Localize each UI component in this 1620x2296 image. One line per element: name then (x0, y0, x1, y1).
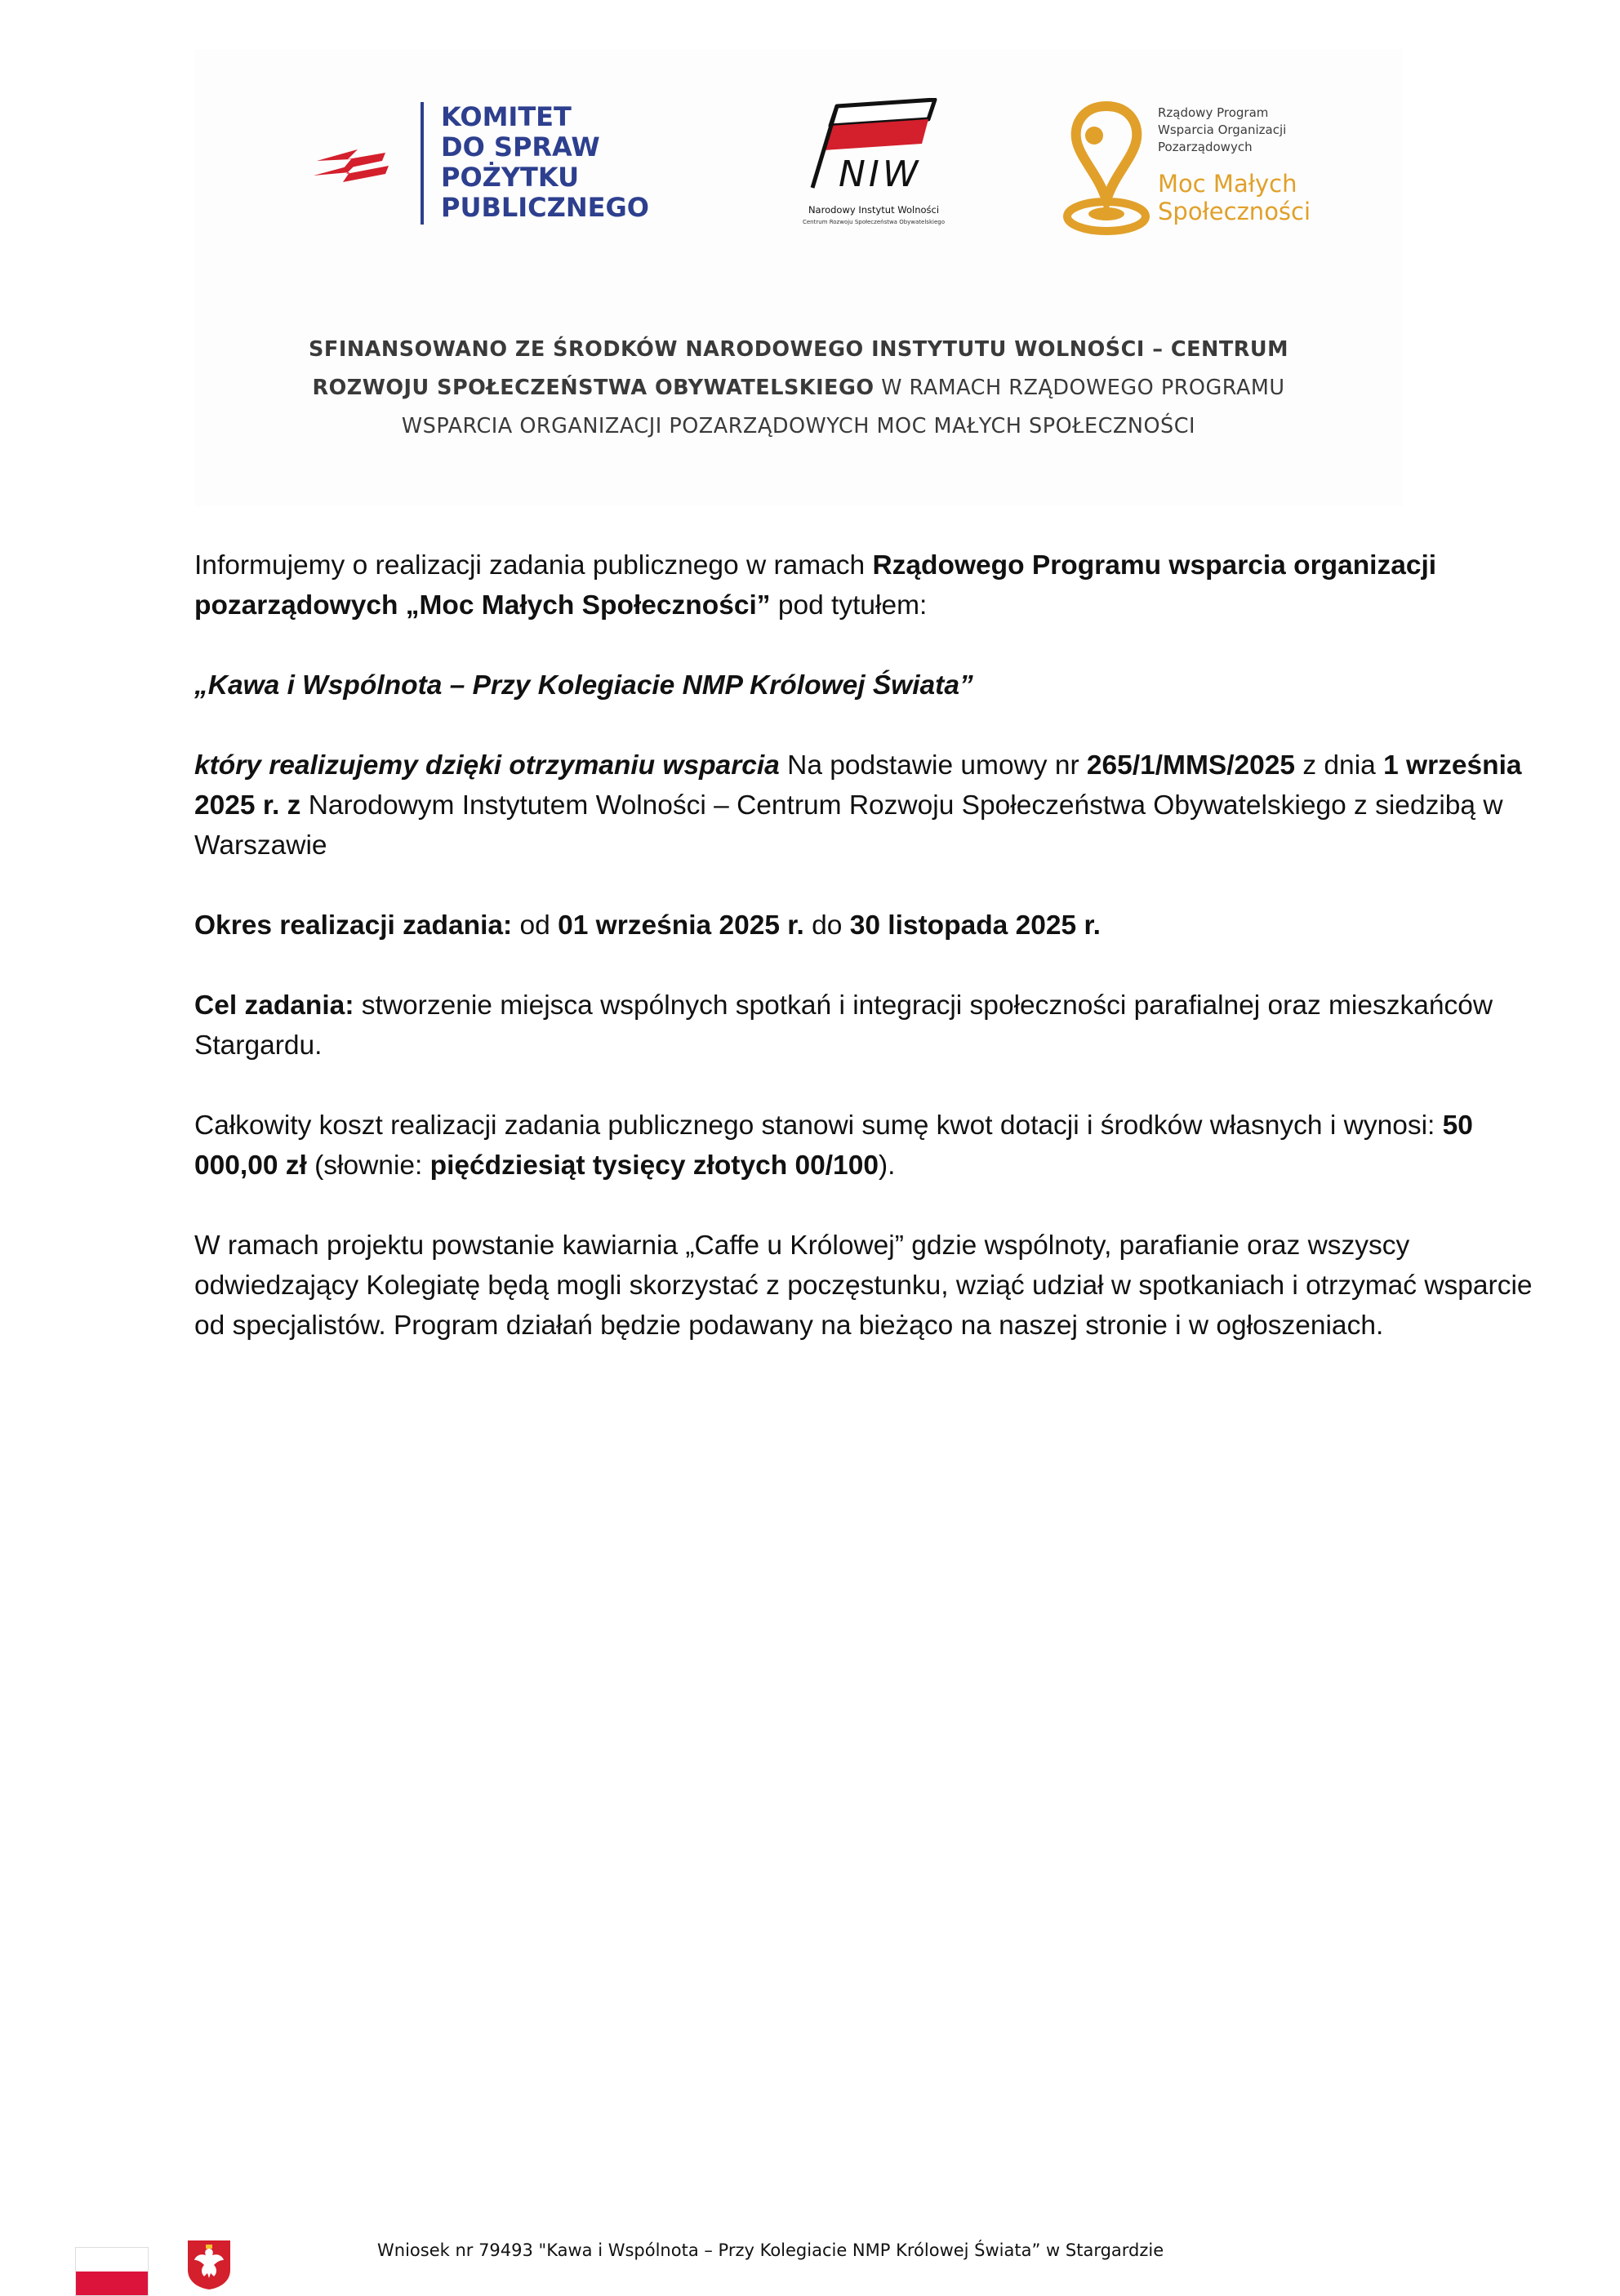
kpp-line: PUBLICZNEGO (441, 192, 649, 223)
document-body (194, 545, 1542, 1386)
kpp-line: DO SPRAW (441, 131, 600, 162)
goal-paragraph: Cel zadania: stworzenie miejsca wspólnych spotkań i integracji społeczności parafialnej oraz mieszkańców Stargardu. (194, 990, 1493, 1061)
coat-of-arms-icon (186, 2239, 232, 2291)
kpp-line: KOMITET (441, 101, 572, 132)
agreement-paragraph: który realizujemy dzięki otrzymaniu wsparcia Na podstawie umowy nr 265/1/MMS/2025 z dnia 1 września 2025 r. z Narodowym Instytutem Wolności – Centrum Rozwoju Społeczeństwa Obywatelskiego z siedzibą w Warszawie (194, 750, 1522, 861)
niw-logo (780, 98, 968, 237)
kpp-flag-icon (310, 143, 392, 184)
funding-line-3: WSPARCIA ORGANIZACJI POZARZĄDOWYCH MOC MAŁYCH SPOŁECZNOŚCI (401, 414, 1196, 438)
niw-subcaption: Centrum Rozwoju Społeczeństwa Obywatelskiego (802, 219, 945, 225)
mms-logo (1061, 98, 1331, 237)
niw-mark-icon (780, 98, 968, 200)
funding-line-1: SFINANSOWANO ZE ŚRODKÓW NARODOWEGO INSTYTUTU WOLNOŚCI – CENTRUM (309, 337, 1288, 362)
niw-caption: Narodowy Instytut Wolności (808, 204, 940, 216)
mms-big-line: Moc Małych (1158, 170, 1297, 198)
funding-line-2: ROZWOJU SPOŁECZEŃSTWA OBYWATELSKIEGO W RAMACH RZĄDOWEGO PROGRAMU (312, 376, 1285, 400)
niw-letters: NIW (839, 154, 922, 195)
project-title: „Kawa i Wspólnota – Przy Kolegiacie NMP Królowej Świata” (194, 670, 973, 701)
period-paragraph: Okres realizacji zadania: od 01 września 2025 r. do 30 listopada 2025 r. (194, 910, 1101, 941)
mms-small-line: Rządowy Program (1158, 105, 1269, 120)
footer-application-number: Wniosek nr 79493 "Kawa i Wspólnota – Przy Kolegiacie NMP Królowej Świata” w Stargardzie (377, 2240, 1164, 2260)
poland-flag-icon (75, 2247, 149, 2296)
kpp-line: POŻYTKU (441, 162, 580, 193)
mms-small-line: Pozarządowych (1158, 140, 1253, 154)
cost-paragraph: Całkowity koszt realizacji zadania publicznego stanowi sumę kwot dotacji i środków własnych i wynosi: 50 000,00 zł (słownie: pięćdziesiąt tysięcy złotych 00/100). (194, 1110, 1473, 1181)
kpp-divider (421, 102, 424, 225)
mms-small-line: Wsparcia Organizacji (1158, 122, 1287, 137)
mms-program-name (1158, 105, 1286, 156)
kpp-wordmark (441, 102, 649, 223)
mms-pin-icon (1061, 98, 1151, 237)
funding-statement (194, 331, 1403, 446)
kpp-logo (310, 102, 702, 237)
intro-paragraph: Informujemy o realizacji zadania publicznego w ramach Rządowego Programu wsparcia organizacji pozarządowych „Moc Małych Społeczności” pod tytułem: (194, 550, 1437, 621)
mms-big-line: Społeczności (1158, 198, 1311, 225)
project-description: W ramach projektu powstanie kawiarnia „Caffe u Królowej” gdzie wspólnoty, parafianie oraz wszyscy odwiedzający Kolegiatę będą mogli skorzystać z poczęstunku, wziąć udział w spotkaniach i otrzymać wsparcie od specjalistów. Program działań będzie podawany na bieżąco na naszej stronie i w ogłoszeniach. (194, 1230, 1533, 1341)
mms-wordmark (1158, 170, 1311, 225)
